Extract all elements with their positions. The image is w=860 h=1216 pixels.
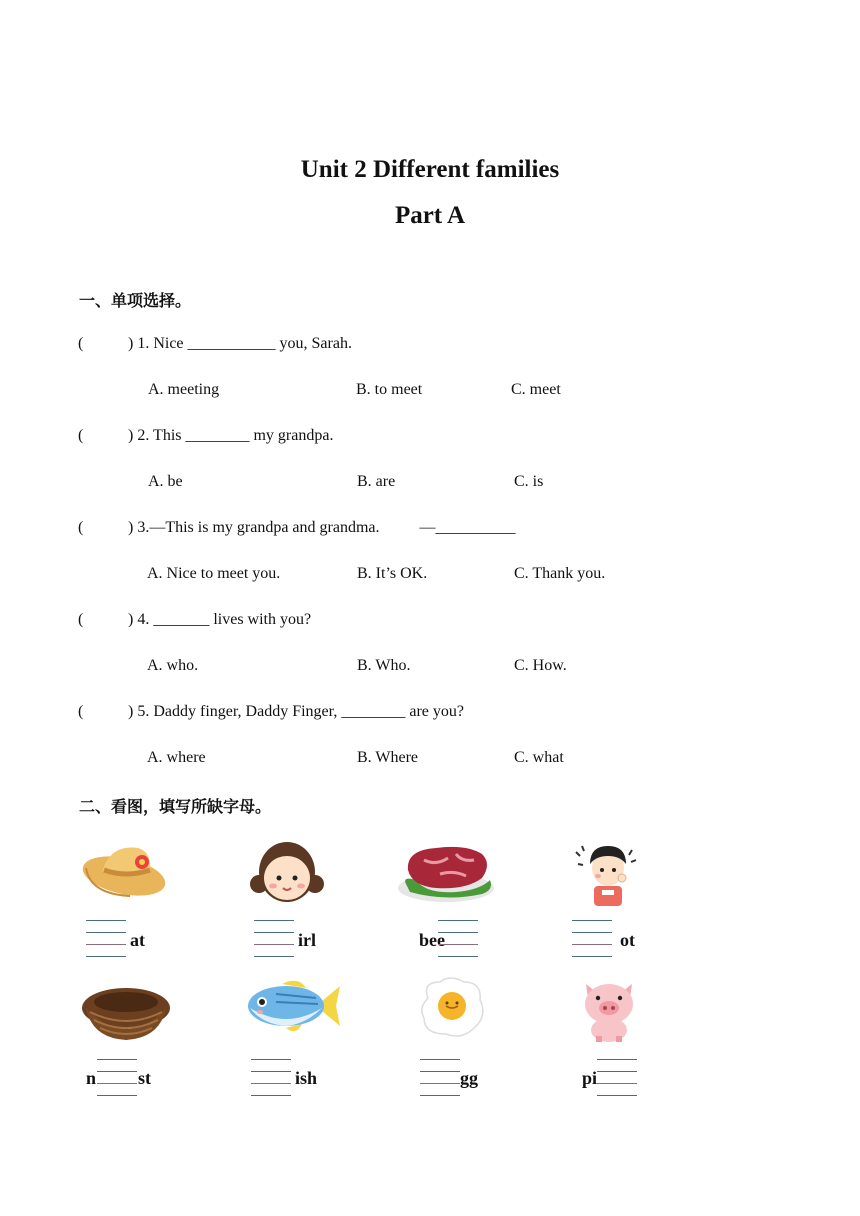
option-b[interactable]: B. are — [357, 473, 396, 490]
word-suffix: at — [130, 930, 145, 950]
hat-icon — [80, 838, 172, 900]
question-2: ( ) 2. This ________ my grandpa. — [78, 427, 334, 444]
option-a[interactable]: A. meeting — [148, 381, 220, 398]
pig-icon — [576, 974, 642, 1044]
section-heading-choice: 一、单项选择。 — [79, 291, 192, 310]
letter-writing-lines[interactable] — [97, 1059, 137, 1097]
option-a[interactable]: A. who. — [147, 657, 199, 674]
letter-writing-lines[interactable] — [572, 920, 612, 958]
page-title: Unit 2 Different families — [300, 156, 560, 183]
option-a[interactable]: A. Nice to meet you. — [147, 565, 281, 582]
option-b[interactable]: B. Who. — [357, 657, 411, 674]
question-text: 2. This ________ my grandpa. — [137, 427, 334, 444]
word-prefix: n — [86, 1068, 97, 1088]
question-text: 4. _______ lives with you? — [137, 611, 312, 628]
question-5: ( ) 5. Daddy finger, Daddy Finger, ________ are you? — [78, 703, 464, 720]
word-suffix: irl — [298, 930, 316, 950]
word-prefix: pi — [582, 1068, 598, 1088]
letter-writing-lines[interactable] — [254, 920, 294, 958]
answer-blank[interactable]: ( — [78, 519, 84, 536]
page-subtitle: Part A — [394, 202, 466, 229]
answer-blank[interactable]: ( — [78, 427, 84, 444]
word-suffix: st — [138, 1068, 151, 1088]
question-text: 3.—This is my grandpa and grandma. —__________ — [137, 519, 516, 536]
word-suffix: ot — [620, 930, 635, 950]
option-c[interactable]: C. meet — [511, 381, 561, 398]
fish-icon — [246, 978, 342, 1036]
option-c[interactable]: C. Thank you. — [514, 565, 606, 582]
option-a[interactable]: A. be — [148, 473, 183, 490]
letter-writing-lines[interactable] — [597, 1059, 637, 1097]
option-c[interactable]: C. is — [514, 473, 544, 490]
option-a[interactable]: A. where — [147, 749, 206, 766]
letter-writing-lines[interactable] — [438, 920, 478, 958]
letter-writing-lines[interactable] — [86, 920, 126, 958]
question-3: ( ) 3.—This is my grandpa and grandma. —__________ — [78, 519, 516, 536]
word-suffix: gg — [460, 1068, 478, 1088]
question-1: ( ) 1. Nice ___________ you, Sarah. — [78, 335, 352, 352]
nest-icon — [80, 980, 172, 1042]
option-c[interactable]: C. How. — [514, 657, 567, 674]
option-b[interactable]: B. to meet — [356, 381, 423, 398]
question-4: ( ) 4. _______ lives with you? — [78, 611, 312, 628]
question-text: 1. Nice ___________ you, Sarah. — [137, 335, 352, 352]
word-prefix: bee — [419, 930, 445, 950]
letter-writing-lines[interactable] — [251, 1059, 291, 1097]
answer-blank[interactable]: ( — [78, 703, 84, 720]
option-b[interactable]: B. It’s OK. — [357, 565, 428, 582]
section-heading-letters: 二、看图，填写所缺字母。 — [79, 797, 272, 816]
hot-boy-icon — [574, 838, 640, 906]
question-text: 5. Daddy finger, Daddy Finger, ________ are you? — [137, 703, 464, 720]
letter-writing-lines[interactable] — [420, 1059, 460, 1097]
beef-icon — [396, 840, 496, 904]
option-b[interactable]: B. Where — [357, 749, 419, 766]
girl-icon — [247, 834, 327, 906]
word-suffix: ish — [295, 1068, 318, 1088]
answer-blank[interactable]: ( — [78, 611, 84, 628]
egg-icon — [418, 976, 486, 1040]
answer-blank[interactable]: ( — [78, 335, 84, 352]
option-c[interactable]: C. what — [514, 749, 564, 766]
